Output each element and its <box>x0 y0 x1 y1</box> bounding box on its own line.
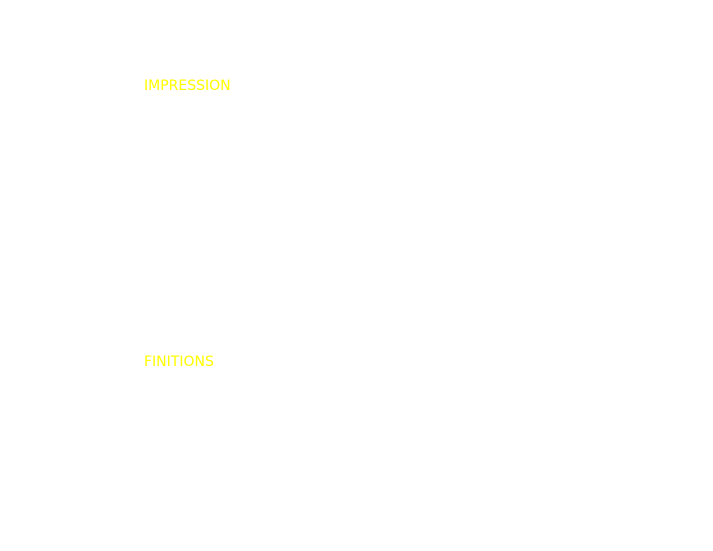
impression-heading: IMPRESSION <box>144 78 231 94</box>
finitions-heading: FINITIONS <box>144 354 214 370</box>
